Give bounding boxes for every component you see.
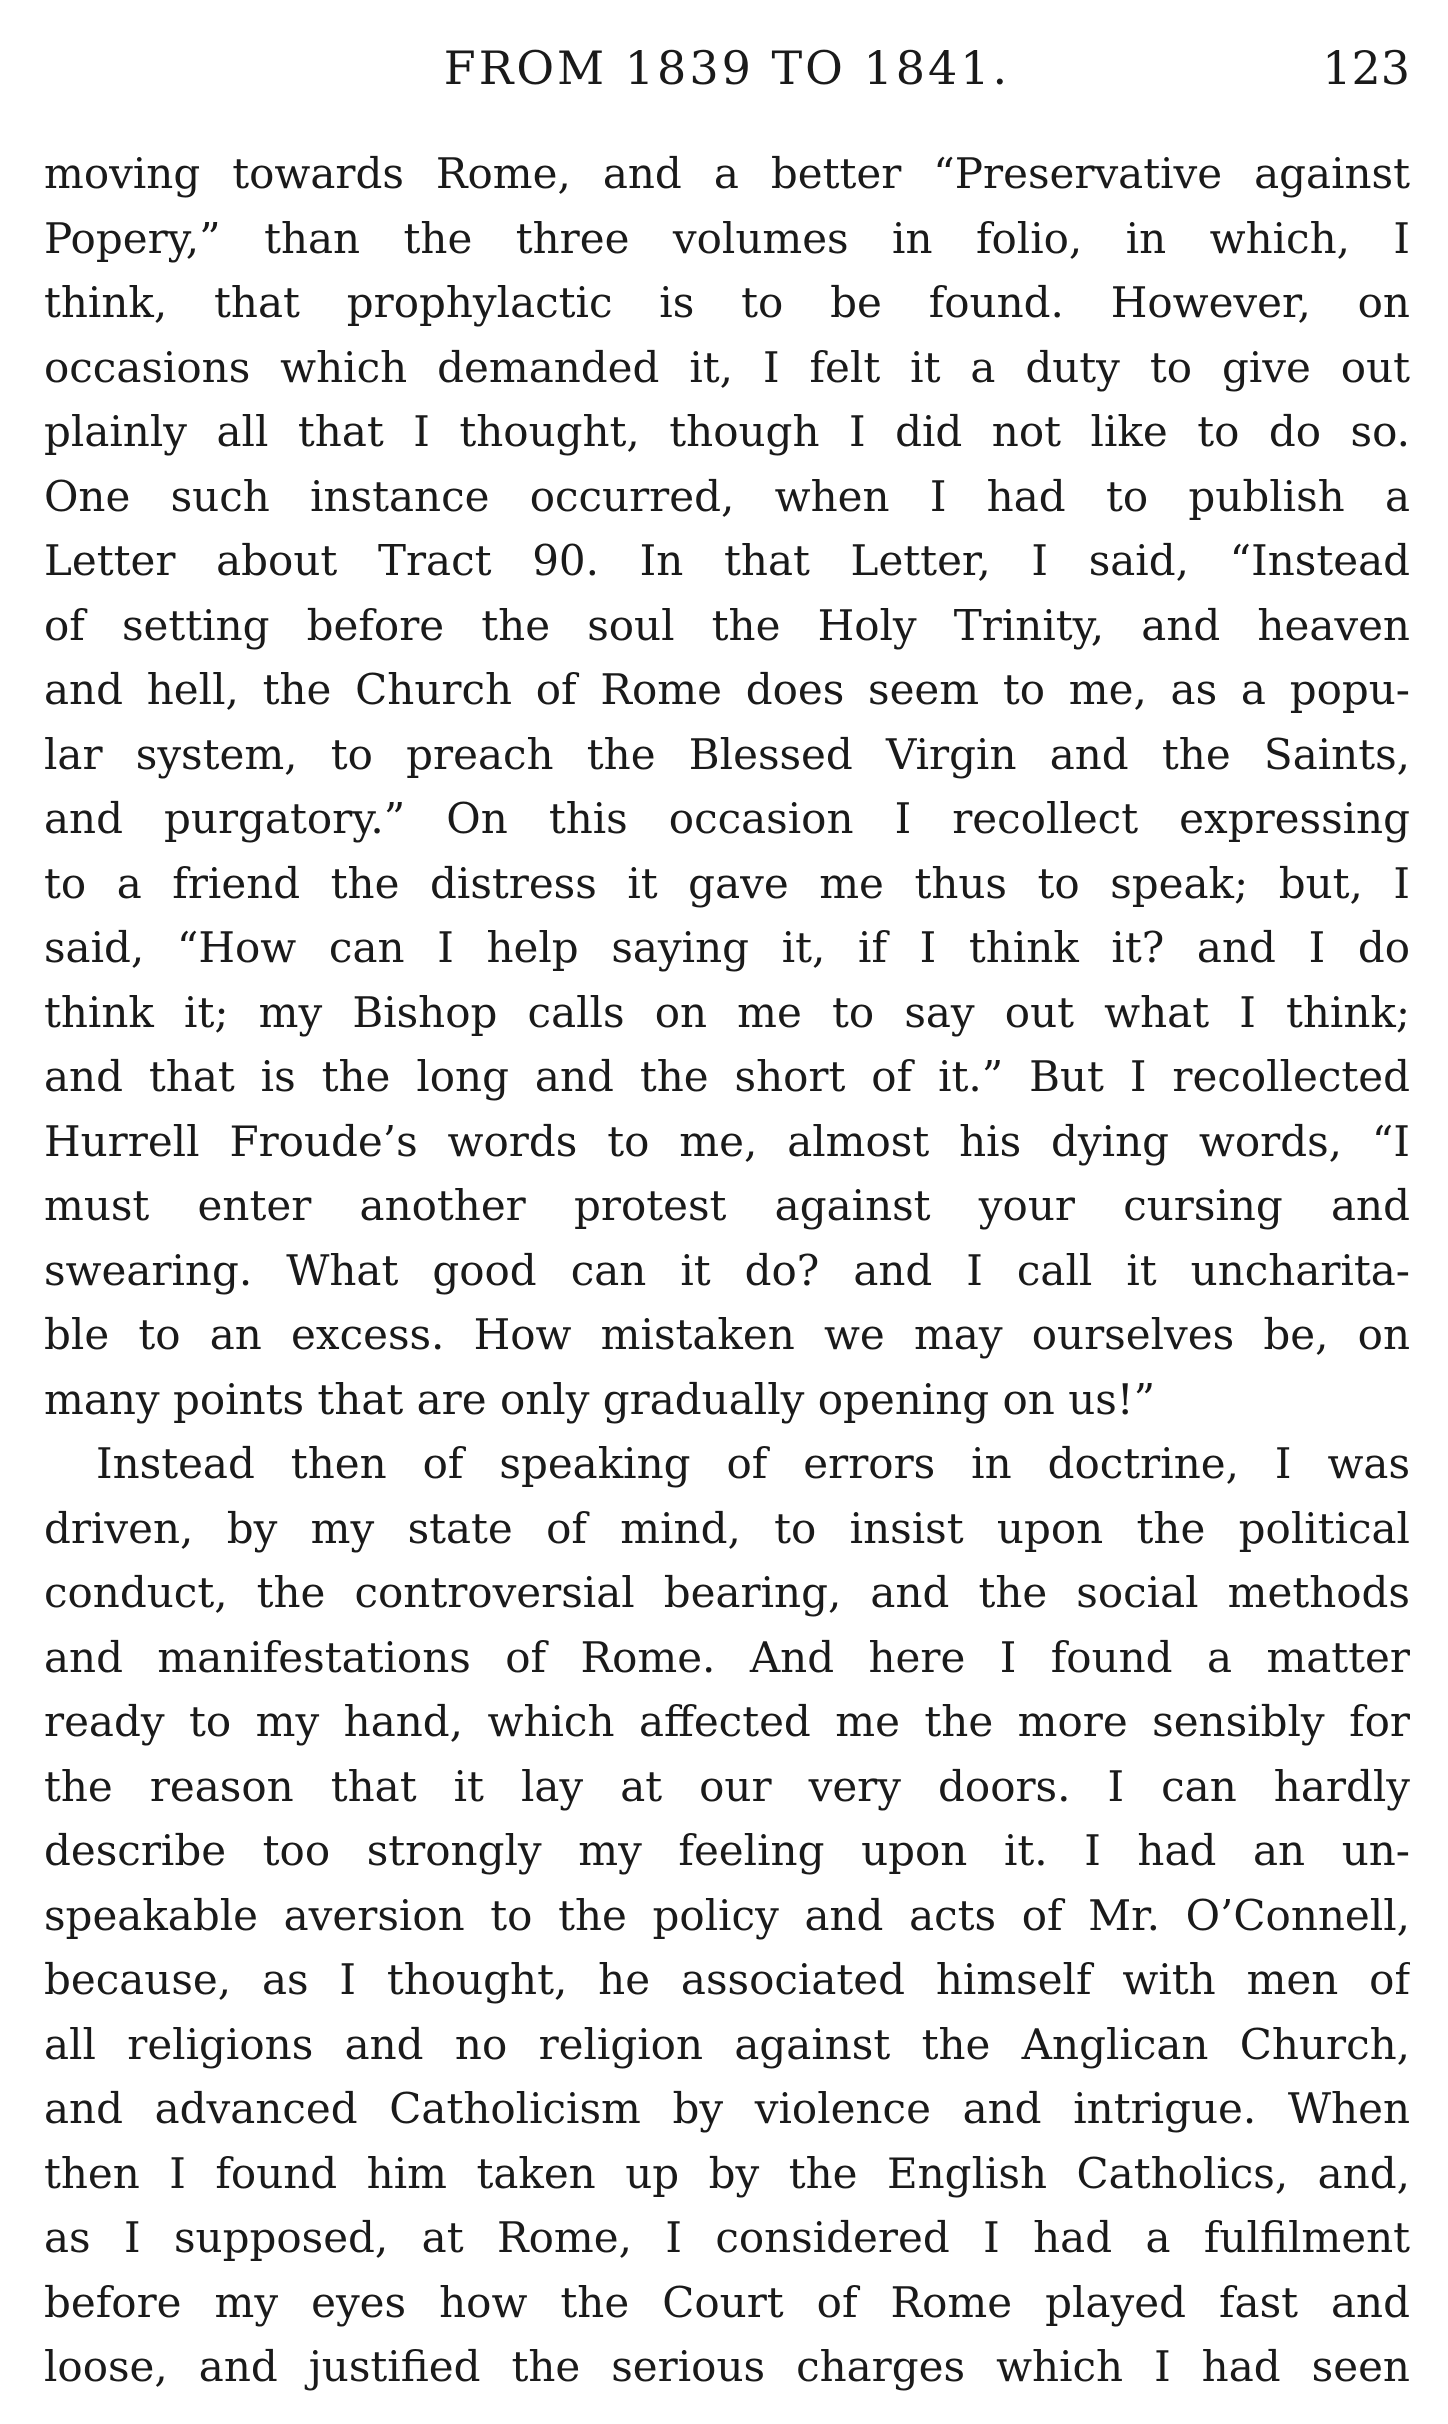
- text-line: and advanced Catholicism by violence and intrigue. When: [44, 2084, 1410, 2133]
- body-text: [44, 142, 1410, 2400]
- text-line: all religions and no religion against the Anglican Church,: [44, 2019, 1410, 2069]
- text-line: lar system, to preach the Blessed Virgin and the Saints,: [44, 729, 1410, 779]
- text-line: plainly all that I thought, though I did not like to do so.: [44, 407, 1410, 456]
- text-line: before my eyes how the Court of Rome played fast and: [44, 2277, 1410, 2327]
- text-line: think, that prophylactic is to be found. However, on: [44, 278, 1410, 327]
- text-line: Hurrell Froude’s words to me, almost his dying words, “I: [44, 1116, 1410, 1166]
- text-line: speakable aversion to the policy and acts of Mr. O’Connell,: [44, 1890, 1410, 1940]
- text-line: then I found him taken up by the English Catholics, and,: [44, 2148, 1410, 2198]
- text-line: driven, by my state of mind, to insist upon the political: [44, 1503, 1410, 1553]
- text-line: think it; my Bishop calls on me to say out what I think;: [44, 987, 1410, 1037]
- text-line: ble to an excess. How mistaken we may ourselves be, on: [44, 1310, 1410, 1359]
- text-line: and that is the long and the short of it.” But I recollected: [44, 1052, 1410, 1101]
- text-line: and purgatory.” On this occasion I recollect expressing: [44, 794, 1410, 843]
- text-line: swearing. What good can it do? and I call it uncharita-: [44, 1245, 1410, 1295]
- text-line: because, as I thought, he associated himself with men of: [44, 1955, 1410, 2004]
- text-line: ready to my hand, which affected me the more sensibly for: [44, 1697, 1410, 1746]
- running-title: FROM 1839 TO 1841.: [443, 41, 1011, 95]
- text-line: must enter another protest against your cursing and: [44, 1181, 1410, 1230]
- text-line: conduct, the controversial bearing, and the social methods: [44, 1568, 1410, 1617]
- paragraph-start-line: Instead then of speaking of errors in doctrine, I was: [96, 1439, 1410, 1488]
- text-line: and hell, the Church of Rome does seem to me, as a popu-: [44, 665, 1410, 714]
- text-line: describe too strongly my feeling upon it. I had an un-: [44, 1826, 1410, 1875]
- text-line: and manifestations of Rome. And here I found a matter: [44, 1632, 1410, 1682]
- running-head: [44, 38, 1410, 98]
- text-line: of setting before the soul the Holy Trinity, and heaven: [44, 600, 1410, 650]
- page-number: 123: [1322, 41, 1410, 95]
- text-line: to a friend the distress it gave me thus to speak; but, I: [44, 858, 1410, 908]
- text-line: as I supposed, at Rome, I considered I had a fulfilment: [44, 2213, 1410, 2262]
- text-line: moving towards Rome, and a better “Preservative against: [44, 149, 1410, 198]
- text-line: Popery,” than the three volumes in folio, in which, I: [44, 213, 1410, 263]
- text-line: One such instance occurred, when I had to publish a: [44, 471, 1410, 521]
- text-line: Letter about Tract 90. In that Letter, I said, “Instead: [44, 536, 1410, 585]
- paragraph-end-line: many points that are only gradually opening on us!”: [44, 1374, 1156, 1424]
- text-line: said, “How can I help saying it, if I think it? and I do: [44, 923, 1410, 972]
- text-line: occasions which demanded it, I felt it a duty to give out: [44, 342, 1410, 392]
- text-line: loose, and justified the serious charges which I had seen: [44, 2342, 1410, 2391]
- text-line: the reason that it lay at our very doors. I can hardly: [44, 1761, 1410, 1811]
